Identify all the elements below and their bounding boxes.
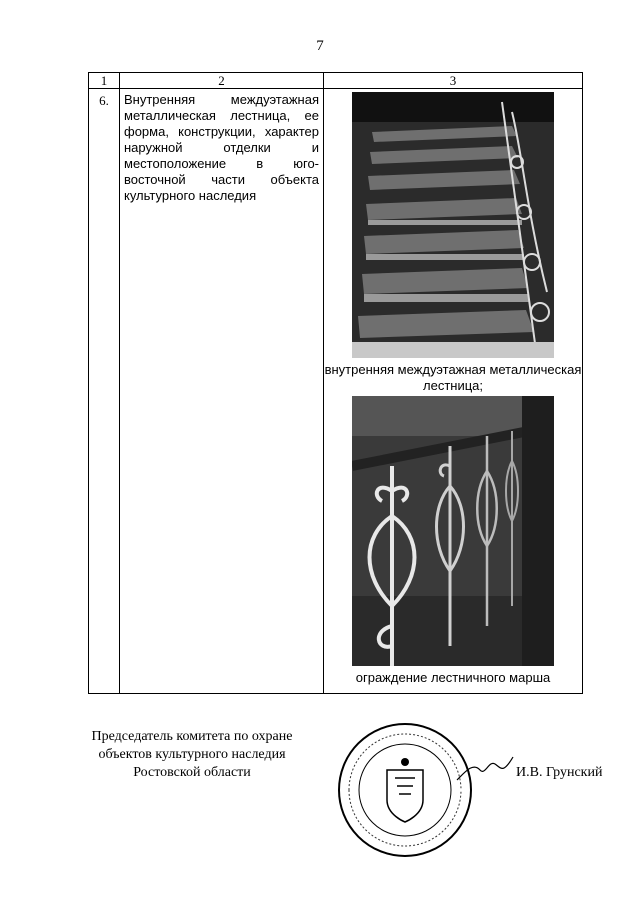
staircase-photo [352,92,554,358]
railing-photo [352,396,554,666]
header-col-3: 3 [324,73,583,89]
objects-table [88,72,583,694]
official-seal-icon [335,720,475,860]
photo-caption-staircase: внутренняя междуэтажная металлическая лестница; [324,362,582,393]
photo-cell [324,89,583,694]
photo-caption-railing: ограждение лестничного марша [355,670,551,685]
table-row [89,89,583,694]
row-description: Внутренняя междуэтажная металлическая лестница, ее форма, конструкции, характер наружной отделки и местоположение в юго-восточной части объекта культурного наследия [120,89,324,694]
row-number: 6. [89,89,120,694]
page-number: 7 [316,38,324,54]
signatory-name: И.В. Грунский [516,765,603,780]
header-col-2: 2 [120,73,324,89]
table-header-row [89,73,583,89]
signatory-title: Председатель комитета по охране объектов культурного наследия Ростовской области [91,729,293,780]
handwritten-signature [455,752,515,787]
header-col-1: 1 [89,73,120,89]
